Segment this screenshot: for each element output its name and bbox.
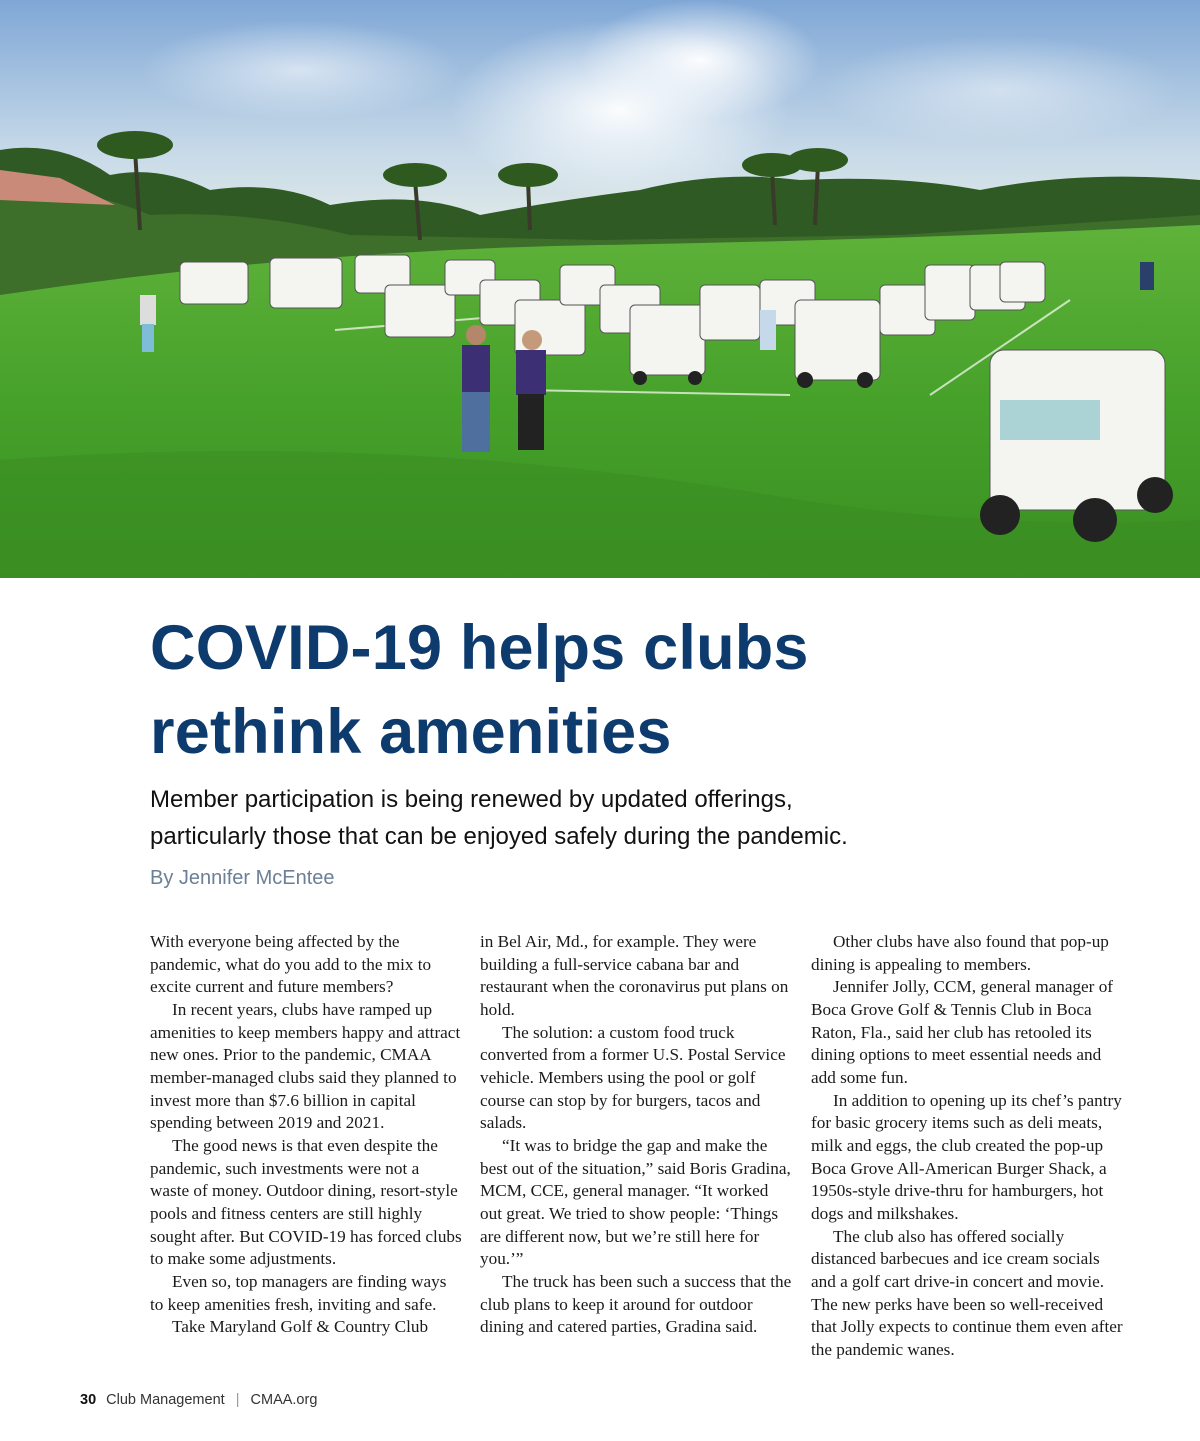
byline: By Jennifer McEntee (150, 867, 335, 889)
paragraph: Take Maryland Golf & Country Club (172, 1317, 429, 1337)
publication-name: Club Management (106, 1392, 225, 1408)
headline-line-1: COVID-19 helps clubs (150, 613, 809, 683)
paragraph: The good news is that even despite the pandemic, such investments were not a waste of money. Outdoor dining, resort-style pools and fitness centers are still highly sought after. But COVID-19 has forced clubs to make some adjustments. (150, 1135, 462, 1269)
dek (150, 781, 1110, 855)
paragraph: Even so, top managers are finding ways to keep amenities fresh, inviting and safe. (150, 1271, 447, 1314)
page-number: 30 (80, 1392, 97, 1408)
body-column-2 (480, 931, 792, 1339)
headline (150, 606, 1130, 774)
dek-line-2: particularly those that can be enjoyed safely during the pandemic. (150, 823, 848, 850)
paragraph: In recent years, clubs have ramped up amenities to keep members happy and attract new ones. Prior to the pandemic, CMAA member-managed clubs said they planned to invest more than $7.6 billion in capital spending between 2019 and 2021. (150, 999, 461, 1133)
golf-course-photo-icon (0, 0, 1200, 578)
paragraph: With everyone being affected by the pandemic, what do you add to the mix to excite current and future members? (150, 932, 432, 997)
paragraph: The truck has been such a success that the club plans to keep it around for outdoor dining and catered parties, Gradina said. (480, 1271, 792, 1337)
dek-line-1: Member participation is being renewed by updated offerings, (150, 786, 793, 813)
hero-photo (0, 0, 1200, 578)
paragraph: “It was to bridge the gap and make the best out of the situation,” said Boris Gradina, MCM, CCE, general manager. “It worked out great. We tried to show people: ‘Things are different now, but we’re still here for you.’” (480, 1135, 791, 1269)
page-footer (80, 1390, 317, 1410)
body-column-3 (811, 931, 1123, 1361)
footer-separator: | (235, 1392, 240, 1408)
paragraph: Other clubs have also found that pop-up dining is appealing to members. (811, 932, 1109, 974)
paragraph: Jennifer Jolly, CCM, general manager of Boca Grove Golf & Tennis Club in Boca Raton, Fla., said her club has retooled its dining options to meet essential needs and add some fun. (811, 977, 1114, 1087)
paragraph: The solution: a custom food truck converted from a former U.S. Postal Service vehicle. Members using the pool or golf course can stop by for burgers, tacos and salads. (480, 1022, 786, 1133)
website-link[interactable]: CMAA.org (250, 1392, 318, 1408)
body-column-1 (150, 931, 462, 1339)
paragraph: The club also has offered socially distanced barbecues and ice cream socials and a golf cart drive-in concert and movie. The new perks have been so well-received that Jolly expects to continue them even after the pandemic wanes. (811, 1226, 1123, 1359)
paragraph: In addition to opening up its chef’s pantry for basic grocery items such as deli meats, milk and eggs, the club created the pop-up Boca Grove All-American Burger Shack, a 1950s-style drive-thru for hamburgers, hot dogs and milkshakes. (811, 1090, 1122, 1223)
headline-line-2: rethink amenities (150, 697, 672, 767)
paragraph: in Bel Air, Md., for example. They were building a full-service cabana bar and restaurant when the coronavirus put plans on hold. (480, 932, 789, 1019)
